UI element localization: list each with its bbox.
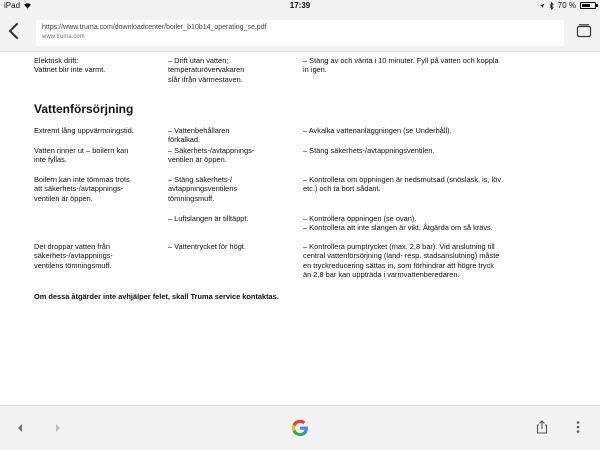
location-arrow-icon	[539, 3, 545, 9]
chevron-left-icon[interactable]	[16, 423, 24, 433]
problem-cell: Vatten rinner ut – boilern kan inte fyllas.	[34, 146, 129, 165]
remedy-cell: – Kontrollera pumptrycket (max. 2,8 bar). Vid anslutning till central vattenförsörjning (land- resp. stadsanslutning) måste en tryckreducering sättas in, som förhindrar att högre tryck än 2,8 bar kan uppträda i varmvattenberedaren.	[303, 242, 500, 279]
problem-cell: Extremt lång uppvärmningstid.	[34, 126, 134, 135]
cause-cell: – Vattenbehållaren förkalkad.	[168, 126, 230, 145]
section-title: Vattenförsörjning	[34, 102, 134, 116]
remedy-cell: – Stäng av och vänta i 10 minuter. Fyll på vatten och koppla in igen.	[303, 56, 499, 75]
address-bar[interactable]	[36, 20, 564, 46]
chevron-right-icon[interactable]	[54, 423, 62, 433]
browser-toolbar	[0, 12, 600, 52]
remedy-cell: – Kontrollera öppningen (se ovan). – Kontrollera att inte slangen är vikt. Åtgärda om så krävs.	[303, 214, 493, 233]
problem-cell: Boilern kan inte tömmas trots att säkerhets-/avtappnings- ventilen är öppen.	[34, 175, 130, 203]
domain-text: www.truma.com	[42, 34, 85, 40]
cause-cell: – Drift utan vatten; temperaturövervakaren slår ifrån värmestaven.	[168, 56, 245, 84]
bottom-toolbar	[0, 405, 600, 450]
battery-fill	[582, 4, 590, 7]
remedy-cell: – Kontrollera om öppningen är nedsmutsad (snöslask, is, löv etc.) och ta bort sådant.	[303, 175, 502, 194]
battery-percent: 70 %	[557, 1, 576, 10]
cause-cell: – Vattentrycket för högt.	[168, 242, 246, 251]
cause-cell: – Säkerhets-/avtappnings- ventilen är öppen.	[168, 146, 255, 165]
google-g-icon[interactable]	[290, 418, 310, 438]
remedy-cell: – Avkalka vattenanläggningen (se Underhåll).	[303, 126, 452, 135]
device-label: iPad	[4, 1, 21, 10]
remedy-cell: – Stäng säkerhets-/avtappningsventilen.	[303, 146, 435, 155]
cause-cell: – Luftslangen är tilltäppt.	[168, 214, 249, 223]
share-icon[interactable]	[536, 420, 548, 434]
more-vertical-icon[interactable]	[576, 420, 580, 434]
problem-cell: Elektrisk drift: Vattnet blir inte varmt.	[34, 56, 106, 75]
cause-cell: – Stäng säkerhets-/ avtappningsventilens tömningsmuff.	[168, 175, 238, 203]
url-text: https://www.truma.com/downloadcenter/boiler_b10b14_operating_se.pdf	[42, 24, 267, 31]
problem-cell: Det droppar vatten från säkerhets-/avtappnings- ventilens tömningsmuff.	[34, 242, 113, 270]
bluetooth-icon	[549, 2, 554, 10]
service-note: Om dessa åtgärder inte avhjälper felet, skall Truma service kontaktas.	[34, 292, 279, 301]
status-right	[539, 1, 596, 10]
back-chevron-icon[interactable]	[6, 20, 22, 42]
tabs-icon[interactable]	[576, 23, 592, 39]
status-bar	[0, 0, 600, 12]
battery-icon	[580, 2, 596, 9]
pdf-document[interactable]	[0, 53, 600, 405]
status-time: 17:39	[289, 1, 311, 10]
